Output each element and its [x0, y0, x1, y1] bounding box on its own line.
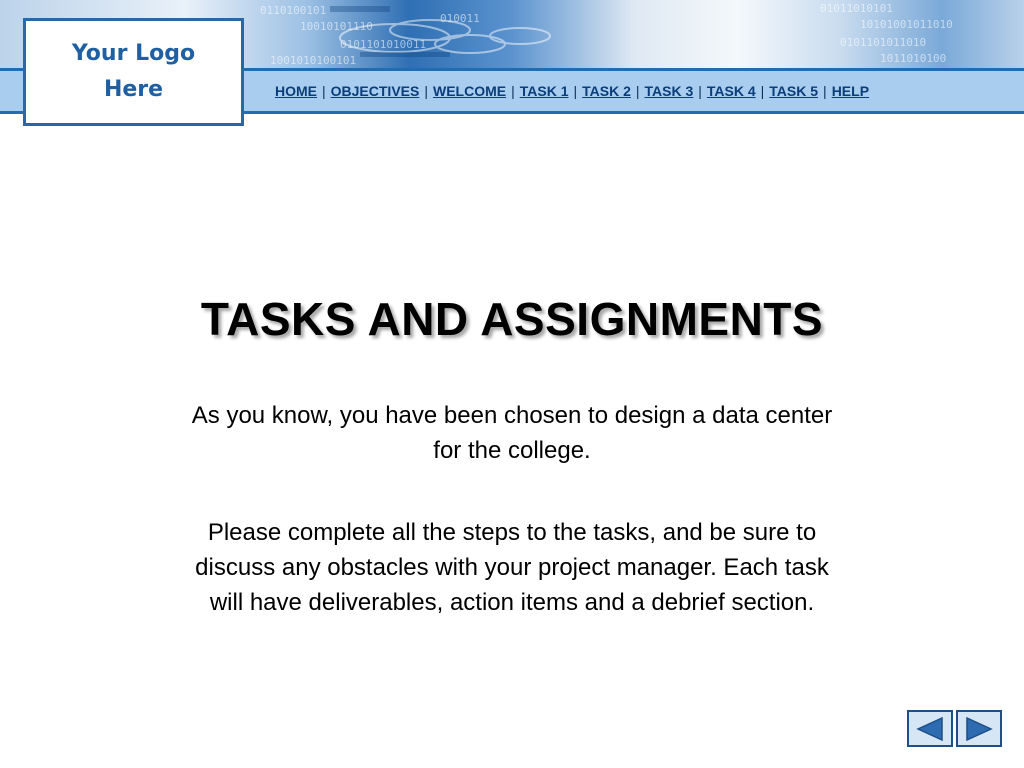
nav-separator: |: [760, 83, 765, 99]
nav-link-task-4[interactable]: TASK 4: [706, 83, 756, 99]
next-button[interactable]: [956, 710, 1002, 747]
nav-link-help[interactable]: HELP: [831, 83, 870, 99]
nav-separator: |: [698, 83, 702, 99]
nav-link-task-2[interactable]: TASK 2: [582, 83, 631, 99]
nav-link-objectives[interactable]: OBJECTIVES: [330, 83, 420, 99]
nav-link-task-1[interactable]: TASK 1: [519, 83, 569, 99]
svg-text:01011010101: 01011010101: [820, 2, 893, 15]
triangle-right-icon: [963, 716, 995, 742]
nav-separator: |: [322, 83, 326, 99]
nav-link-task-3[interactable]: TASK 3: [644, 83, 694, 99]
nav-separator: |: [424, 83, 428, 99]
nav-link-welcome[interactable]: WELCOME: [432, 83, 507, 99]
instructions-paragraph: Please complete all the steps to the tasks, and be sure to discuss any obstacles with your project manager. Each task will have deliverables, action items and a debrief section.: [195, 519, 829, 616]
nav-link-home[interactable]: HOME: [275, 83, 317, 99]
svg-text:010011: 010011: [440, 12, 480, 25]
logo-text-line-1: Your Logo: [71, 41, 196, 66]
triangle-left-icon: [914, 716, 946, 742]
nav-links: [275, 71, 869, 111]
page-title: TASKS AND ASSIGNMENTS: [200, 293, 824, 345]
svg-text:10010101110: 10010101110: [300, 20, 373, 33]
nav-separator: |: [823, 83, 827, 99]
svg-text:0101101011010: 0101101011010: [840, 36, 927, 49]
svg-text:1011010100: 1011010100: [880, 52, 947, 65]
svg-text:0110100101: 0110100101: [260, 4, 327, 17]
nav-separator: |: [511, 83, 515, 99]
svg-text:0101101010011: 0101101010011: [340, 38, 427, 51]
slide-nav-arrows: [907, 710, 1004, 747]
logo-box[interactable]: [23, 18, 244, 126]
logo-text-line-2: Here: [103, 77, 164, 102]
svg-text:10101001011010: 10101001011010: [860, 18, 953, 31]
svg-text:1001010100101: 1001010100101: [270, 54, 357, 67]
nav-separator: |: [635, 83, 640, 99]
previous-button[interactable]: [907, 710, 953, 747]
nav-link-task-5[interactable]: TASK 5: [769, 83, 819, 99]
nav-separator: |: [573, 83, 578, 99]
intro-paragraph: As you know, you have been chosen to design a data center for the college.: [191, 402, 833, 464]
